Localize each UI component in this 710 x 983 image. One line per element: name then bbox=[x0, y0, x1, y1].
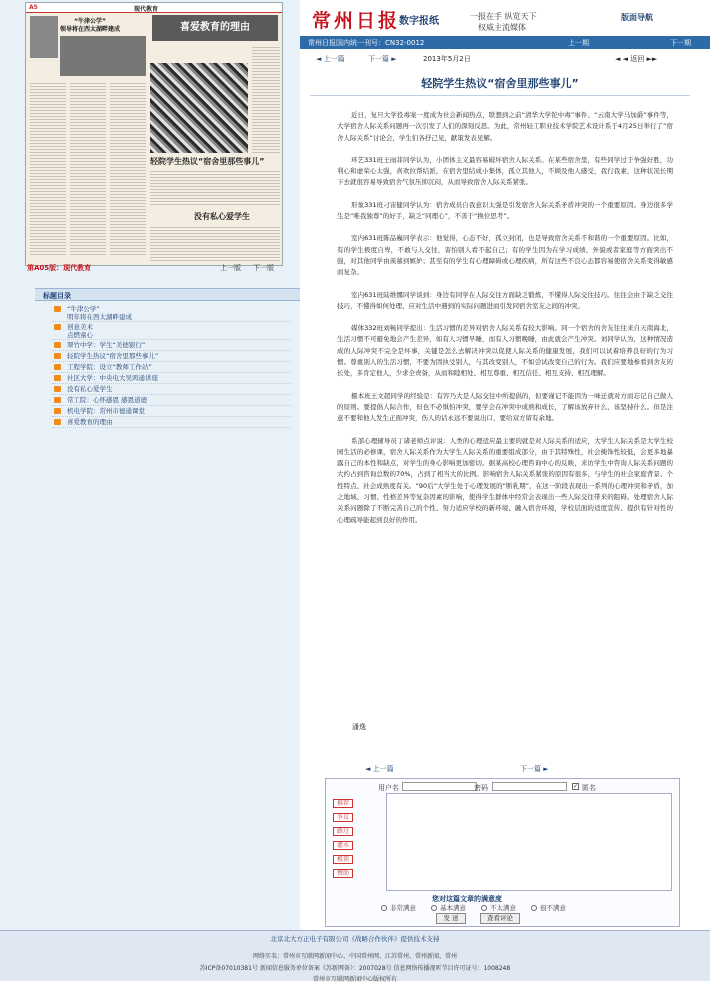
title-label: 轻院学生热议“宿舍里那些事儿” bbox=[67, 352, 159, 360]
prev-issue-link[interactable]: 上一期 bbox=[568, 39, 589, 47]
article-paragraph: 室内631班陆维娜同学谈到：身边有同学在人际交往方面缺乏锻炼，不懂得人际交往技巧。往往会由于缺乏交往技巧，不懂得如何处理、应对生活中遇到的实际问题进而引发同宿舍室友之间的冲突。 bbox=[337, 290, 673, 310]
bullet-icon bbox=[54, 306, 61, 312]
title-item[interactable] bbox=[52, 384, 292, 395]
prev-article-link[interactable]: ◄ 上一篇 bbox=[365, 765, 394, 773]
bullet-icon bbox=[54, 375, 61, 381]
tag-button[interactable]: 赞助 bbox=[333, 869, 353, 878]
radio-icon bbox=[381, 905, 387, 911]
title-label: “牛津公学” 明年将在西太湖畔建成 bbox=[67, 305, 132, 321]
password-label: 密码 bbox=[474, 784, 488, 792]
bullet-icon bbox=[54, 386, 61, 392]
text-column bbox=[110, 81, 146, 257]
title-item[interactable] bbox=[52, 395, 292, 406]
title-label: 喜爱教育的理由 bbox=[67, 418, 113, 426]
title-item[interactable] bbox=[52, 373, 292, 384]
article-nav bbox=[310, 53, 670, 65]
comment-textarea[interactable] bbox=[386, 793, 672, 891]
title-divider bbox=[310, 95, 690, 96]
article-paragraph: 系部心理辅导员丁诸老师点评说：人类的心理适应最主要的就是对人际关系的适应，大学生人际关系是大学生校园生活的必修课，宿舍人际关系作为大学生人际关系的重要组成部分，由于其特殊性，社会掩饰性较低，会更多地暴露自己的本性和缺点，对学生的身心影响更加密切。据某高校心理咨询中心的反映，来访学生中咨询人际关系问题的大约占到咨询总数的70%，占到了相当大的比例。影响宿舍人际关系紧张的原因有很多，与学生的社会家庭背景、个性特点、社会成熟度有关。“90后”大学生处于心理发展的“断乳期”，在这一阶段表现出一系列的心理冲突和矛盾，加之地域、习惯、性格差异等复杂因素的影响，使得学生群体中经常会表现出一些人际交往带来的阻碍。处理宿舍人际关系问题除了不断完善自己的个性、努力适应学校的新环境、融入宿舍环境，学校层面的适度宣传、提供有针对性的心理疏导能起到良好的作用。 bbox=[337, 436, 673, 524]
prev-page-link[interactable]: 上一版 bbox=[220, 264, 241, 272]
page-article-title: 轻院学生热议“宿舍里那些事儿” bbox=[150, 157, 265, 166]
article-paragraph: 环艺331班王雨菲同学认为，小团体主义最容易破坏宿舍人际关系。在某些宿舍里，有些同学过于争强好胜，功利心和虚荣心太强，喜欢拉帮结派，在宿舍里结成小集体，孤立其他人，不顾及他人感受，我行我素，这种状况长期下去就很容易导致宿舍气氛压抑沉闷，从而导致宿舍人际关系紧张。 bbox=[337, 155, 673, 187]
article-paragraph: 摄本班王文超同学的经验是：有容乃大是人际交往中所提倡的，但要谨记不能因为一味迁就对方而忘记自己做人的原则。要提倡人际合作，但也不必惧怕冲突，要学会在冲突中成熟和成长，了解该放弃什么、该坚持什么。但是注意不要和他人发生正面冲突，伤人的话永远不要说出口，要给双方留有余地。 bbox=[337, 391, 673, 423]
title-label: 翠竹中学：学生“美德银行” bbox=[67, 341, 146, 349]
titles-header bbox=[35, 288, 300, 301]
article-body bbox=[337, 110, 673, 537]
title-label: 常工院：心怀感恩 感恩道德 bbox=[67, 396, 148, 404]
radio-icon bbox=[481, 905, 487, 911]
anonymous-label: 匿名 bbox=[582, 784, 596, 792]
title-label: 创意美术 点燃童心 bbox=[67, 323, 93, 339]
article-paragraph: 室内631班陈品巍同学表示：他觉得，心态不好，孤立封闭，也是导致宿舍关系不和谐的一个重要原因。比如，有的学生极度自卑，不敢与人交往，害怕别人看不起自己；有的学生因为在学习成绩、外貌或者家庭等方面突出不强，对其他同学由羡慕到嫉妒；甚至有的学生有心理障碍或心理疾病，所有这些不良心态都容易使宿舍关系变得敏感而复杂。 bbox=[337, 234, 673, 277]
bullet-icon bbox=[54, 397, 61, 403]
bullet-icon bbox=[54, 342, 61, 348]
radio-icon bbox=[431, 905, 437, 911]
tag-button[interactable]: 争议 bbox=[333, 813, 353, 822]
footer-tech-support: 北京北大方正电子有限公司《战略合作伙伴》提供技术支持 bbox=[270, 935, 440, 943]
title-label: 机电学院：常州市德通课堂 bbox=[67, 407, 145, 415]
footer-copyright: 常州市互联网新闻中心版权所有 bbox=[312, 976, 397, 983]
page-photo bbox=[30, 16, 58, 58]
tag-button[interactable]: 推荐 bbox=[333, 799, 353, 808]
slogan-line-2: 权威主流媒体 bbox=[478, 23, 526, 32]
issue-bar bbox=[300, 36, 710, 49]
page-article-title: “牛津公学” 领导将在西太湖畔建成 bbox=[60, 18, 121, 33]
text-column bbox=[252, 45, 280, 153]
titles-header-label: 标题目录 bbox=[43, 292, 71, 300]
issue-number: 常州日报国内统一刊号：CN32-0012 bbox=[308, 39, 425, 47]
title-item[interactable] bbox=[52, 417, 292, 428]
return-link[interactable]: ◄ ◄ 返回 ►► bbox=[615, 55, 658, 63]
bullet-icon bbox=[54, 364, 61, 370]
title-item[interactable] bbox=[52, 362, 292, 373]
site-logo[interactable]: 常州日报 bbox=[312, 10, 401, 32]
article-author: 潘逸 bbox=[352, 723, 366, 731]
article-paragraph: 媒体332班刘畅同学提出：生活习惯的差异对宿舍人际关系有较大影响。同一个宿舍的舍友往往来自天南海北，生活习惯不可避免地会产生差异，如有人习惯早睡，而有人习惯晚睡，由此就会产生冲突。刘同学认为，这种情况造成的人际冲突不完全是坏事，关键是怎么去解决冲突以促使人际关系的健康发展，我们可以试着培养良好的行为习惯。尊重别人的生活习惯，不要为固执受别人，与其改变别人，不如尝试改变自己的行为。我们应要地参看到舍友的长处，多肯定他人，少求全责备，从而和睦相处、相互尊重、相互信任、相互支持、相互理解。 bbox=[337, 324, 673, 378]
bullet-icon bbox=[54, 419, 61, 425]
page-photo bbox=[60, 36, 146, 76]
tag-button[interactable]: 极顶 bbox=[333, 855, 353, 864]
anonymous-checkbox[interactable]: ✓ bbox=[573, 783, 579, 790]
rating-label: 基本满意 bbox=[440, 904, 466, 912]
text-column bbox=[150, 169, 280, 207]
article-paragraph: 近日，复旦大学投毒案一度成为社会新闻热点，联想到之前“清华大学铊中毒”事件、“云南大学马加爵”事件等，大学宿舍人际关系问题再一次引发了人们的深刻反思。为此，常州轻工职业技术学院艺术设计系于4月25日举行了“宿舍人际关系”讨论会，学生们各抒己见，献策发表见解。 bbox=[337, 111, 673, 142]
section-tag: A5 bbox=[29, 4, 38, 11]
page-label: 第A05版：现代教育 bbox=[27, 264, 92, 272]
slogan-line-1: 一报在手 纵览天下 bbox=[470, 12, 537, 21]
radio-icon bbox=[531, 905, 537, 911]
tag-button[interactable]: 路过 bbox=[333, 827, 353, 836]
page-article-title: 没有私心爱学生 bbox=[194, 212, 250, 221]
title-label: 没有私心爱学生 bbox=[67, 385, 113, 393]
rating-label: 非常满意 bbox=[390, 904, 416, 912]
username-label: 用户名 bbox=[378, 784, 399, 792]
title-label: 工程学院：设立“教师工作站” bbox=[67, 363, 152, 371]
rating-label: 很不满意 bbox=[540, 904, 566, 912]
title-item[interactable] bbox=[52, 351, 292, 362]
rating-label: 不太满意 bbox=[490, 904, 516, 912]
username-input[interactable] bbox=[402, 782, 477, 791]
rating-option[interactable] bbox=[431, 903, 466, 912]
section-name: 现代教育 bbox=[134, 6, 159, 13]
text-column bbox=[70, 81, 106, 257]
next-page-link[interactable]: 下一版 bbox=[253, 264, 274, 272]
rating-option[interactable] bbox=[531, 903, 566, 912]
titles-list bbox=[52, 304, 292, 428]
bullet-icon bbox=[54, 353, 61, 359]
text-column bbox=[150, 225, 280, 261]
title-item[interactable] bbox=[52, 304, 292, 322]
title-item[interactable] bbox=[52, 406, 292, 417]
page-banner-title: 喜爱教育的理由 bbox=[152, 15, 278, 41]
site-footer bbox=[0, 930, 710, 981]
page-artwork bbox=[150, 63, 248, 153]
next-article-link[interactable]: 下一篇 ► bbox=[368, 55, 397, 63]
page-footer bbox=[25, 262, 283, 274]
title-item[interactable] bbox=[52, 322, 292, 340]
bullet-icon bbox=[54, 324, 61, 330]
footer-realname: 网络实名：常州市互联网新闻中心、中国常州网、江苏常州、常州新闻、常州 bbox=[252, 953, 457, 960]
article-nav-bottom bbox=[365, 763, 665, 775]
next-article-link[interactable]: 下一篇 ► bbox=[520, 765, 549, 773]
rating-title: 您对这篇文章的满意度 bbox=[432, 895, 502, 903]
issue-date: 2013年5月2日 bbox=[423, 55, 471, 63]
brand-label: 数字报纸 bbox=[399, 16, 439, 27]
bullet-icon bbox=[54, 408, 61, 414]
prev-article-link[interactable]: ◄ 上一篇 bbox=[316, 55, 345, 63]
layout-nav-link[interactable]: 版面导航 bbox=[621, 13, 653, 22]
next-issue-link[interactable]: 下一期 bbox=[670, 39, 691, 47]
newspaper-page-thumbnail[interactable] bbox=[25, 2, 283, 266]
tag-button[interactable]: 灌水 bbox=[333, 841, 353, 850]
footer-license: 苏ICP备07010381号 新闻信息服务单位备案《苏新网备》：2007028号 信息网络传播视听节目许可证号：1008248 bbox=[199, 965, 511, 972]
password-input[interactable] bbox=[492, 782, 567, 791]
rating-option[interactable] bbox=[481, 903, 516, 912]
title-item[interactable] bbox=[52, 340, 292, 351]
text-column bbox=[30, 81, 66, 257]
title-label: 社区大学：中央电大吴鸿通讲座 bbox=[67, 374, 158, 382]
rating-option[interactable] bbox=[381, 903, 416, 912]
article-title: 轻院学生热议“宿舍里那些事儿” bbox=[421, 77, 579, 90]
article-paragraph: 形象331班刁宙健同学认为：宿舍成员自我意识太强是引发宿舍人际关系矛盾冲突的一个重要原因。身边很多学生是“唯我独尊”的好手，缺乏“同理心”，不善于“换位思考”。 bbox=[337, 200, 673, 221]
submit-button[interactable]: 发 送 bbox=[436, 913, 466, 924]
page-masthead bbox=[26, 3, 283, 13]
view-comments-button[interactable]: 查看评论 bbox=[480, 913, 520, 924]
